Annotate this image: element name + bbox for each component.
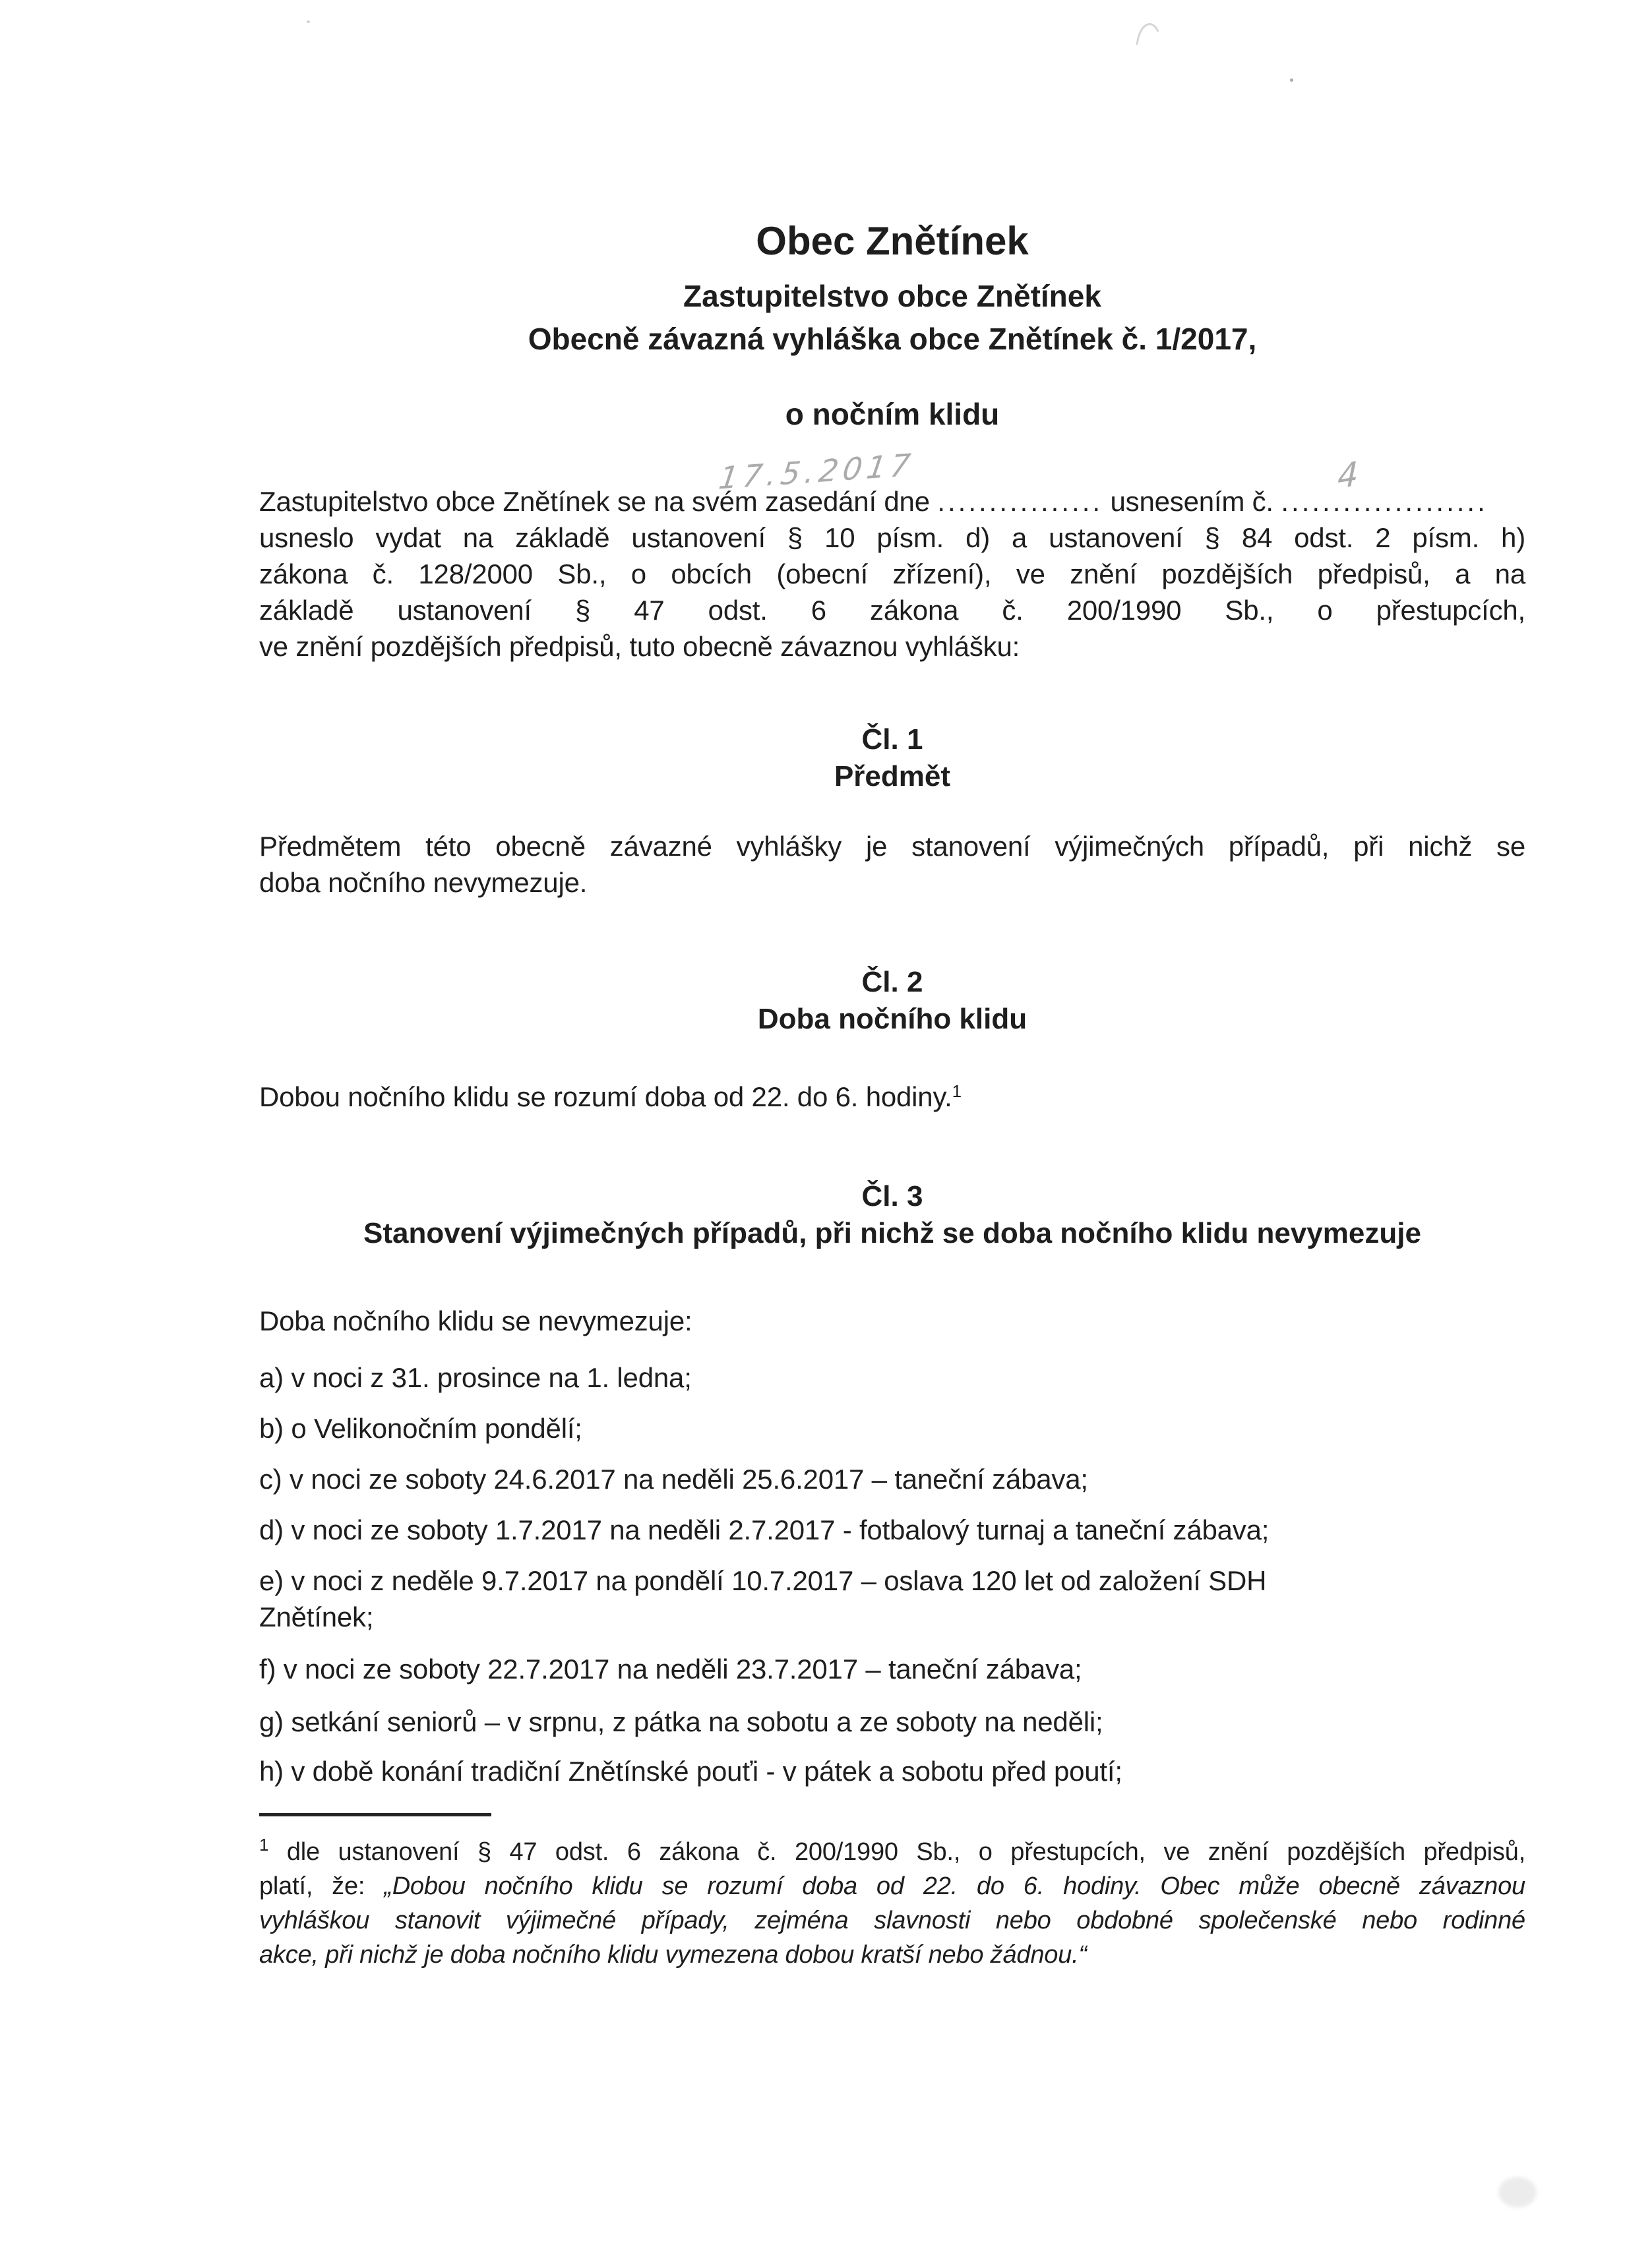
article-1-paragraph (259, 828, 1525, 901)
list-item-a: a) v noci z 31. prosince na 1. ledna; (259, 1362, 692, 1393)
document-subtitle: Zastupitelstvo obce Znětínek (683, 279, 1101, 313)
list-item-d: d) v noci ze soboty 1.7.2017 na neděli 2.7.2017 - fotbalový turnaj a taneční zábava; (259, 1514, 1270, 1545)
footnote (259, 1835, 1525, 1972)
number-dotted-line: .................... (1281, 486, 1488, 517)
preamble-line-3: zákona č. 128/2000 Sb., o obcích (obecní zřízení), ve znění pozdějších předpisů, a na (259, 558, 1525, 589)
footnote-line-4: akce, při nichž je doba nočního klidu vymezena dobou kratší nebo žádnou.“ (259, 1941, 1087, 1969)
page-title: Obec Znětínek (756, 219, 1029, 263)
footnote-line-2-plain: platí, že: (259, 1872, 384, 1900)
list-item-b: b) o Velikonočním pondělí; (259, 1413, 582, 1444)
handwritten-date: 17.5.2017 (716, 446, 917, 496)
preamble-line-1-text: Zastupitelstvo obce Znětínek se na svém zasedání dne (259, 486, 938, 517)
preamble-line-1 (259, 483, 1525, 520)
date-dotted-line: ................ (937, 486, 1103, 517)
article-1-line-1: Předmětem této obecně závazné vyhlášky je stanovení výjimečných případů, při nichž se (259, 831, 1525, 862)
article-2-body: Dobou nočního klidu se rozumí doba od 22. do 6. hodiny. (259, 1081, 952, 1112)
footnote-reference-mark: 1 (952, 1081, 962, 1101)
handwritten-resolution-number: 4 (1337, 454, 1359, 496)
article-2-title: Doba nočního klidu (757, 1003, 1027, 1035)
document-body (259, 0, 1525, 2268)
preamble-line-4: základě ustanovení § 47 odst. 6 zákona č. 200/1990 Sb., o přestupcích, (259, 595, 1525, 626)
footnote-number: 1 (259, 1835, 269, 1855)
list-item-e-line-2: Znětínek; (259, 1601, 374, 1632)
list-item-c: c) v noci ze soboty 24.6.2017 na neděli 25.6.2017 – taneční zábava; (259, 1464, 1088, 1495)
article-1-line-2: doba nočního nevymezuje. (259, 867, 588, 898)
preamble-line-2: usneslo vydat na základě ustanovení § 10 písm. d) a ustanovení § 84 odst. 2 písm. h) (259, 522, 1525, 553)
article-1-number: Čl. 1 (861, 723, 923, 756)
decree-title: Obecně závazná vyhláška obce Znětínek č. 1/2017, (528, 322, 1257, 356)
footnote-line-2-quote: „Dobou nočního klidu se rozumí doba od 22. do 6. hodiny. Obec může obecně závaznou (384, 1872, 1525, 1900)
preamble-line-1-mid: usnesením č. (1103, 486, 1281, 517)
article-3-intro: Doba nočního klidu se nevymezuje: (259, 1305, 692, 1336)
footnote-line-3: vyhláškou stanovit výjimečné případy, zejména slavnosti nebo obdobné společenské nebo rodinné (259, 1907, 1525, 1934)
list-item-h: h) v době konání tradiční Znětínské pouťi - v pátek a sobotu před poutí; (259, 1756, 1122, 1787)
article-2-paragraph (259, 1079, 1525, 1115)
article-1-title: Předmět (834, 760, 951, 792)
footnote-line-2 (259, 1869, 1525, 1903)
list-item-f: f) v noci ze soboty 22.7.2017 na neděli 23.7.2017 – taneční zábava; (259, 1654, 1082, 1685)
decree-subject: o nočním klidu (785, 397, 1000, 431)
list-item-e-line-1: e) v noci z neděle 9.7.2017 na pondělí 10.7.2017 – oslava 120 let od založení SDH (259, 1565, 1267, 1596)
preamble-paragraph (259, 483, 1525, 665)
footnote-separator-line (259, 1813, 491, 1816)
article-3-number: Čl. 3 (861, 1180, 923, 1212)
footnote-line-1-text: dle ustanovení § 47 odst. 6 zákona č. 200/1990 Sb., o přestupcích, ve znění pozdějších předpisů, (268, 1838, 1525, 1866)
article-2-number: Čl. 2 (861, 966, 923, 998)
article-3-title: Stanovení výjimečných případů, při nichž se doba nočního klidu nevymezuje (363, 1217, 1421, 1249)
preamble-line-5: ve znění pozdějších předpisů, tuto obecně závaznou vyhlášku: (259, 631, 1020, 662)
list-item-g: g) setkání seniorů – v srpnu, z pátka na sobotu a ze soboty na neděli; (259, 1706, 1103, 1737)
footnote-line-1 (259, 1835, 1525, 1869)
list-item-e (259, 1563, 1525, 1635)
